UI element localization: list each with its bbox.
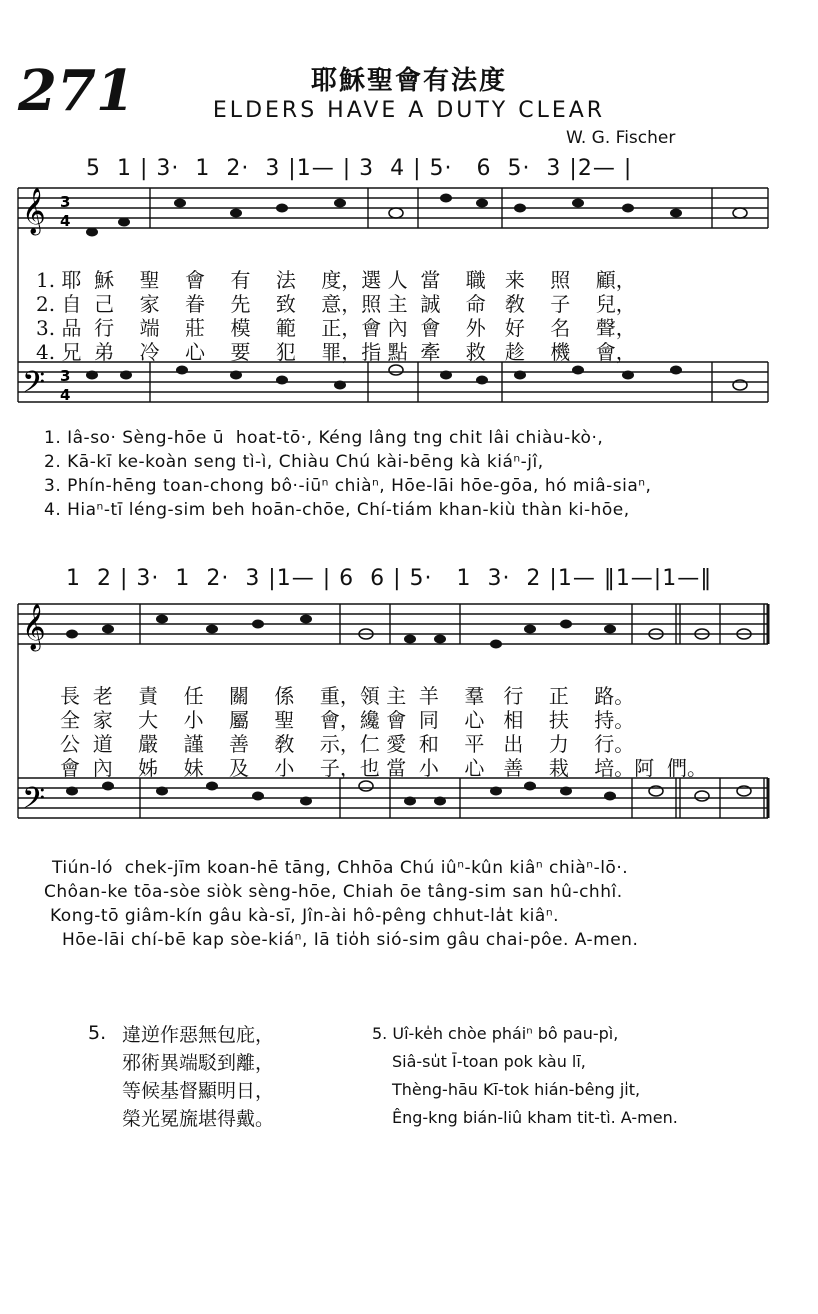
verse5-number: 5. <box>88 1022 107 1044</box>
hymn-number: 271 <box>18 58 135 124</box>
verse-line: 2. 自 己 家 眷 先 致 意，照 主 誠 命 敎 子 兒， <box>36 292 636 316</box>
verse-line: 2. Kā-kī ke-koàn seng tì-ì, Chiàu Chú kài-bēng kà kiáⁿ-jî, <box>44 452 544 472</box>
title-chinese: 耶穌聖會有法度 <box>310 66 507 96</box>
verse5-roman-line: Êng-kng bián-liû kham tit-tì. A-men. <box>392 1108 678 1127</box>
svg-text:𝄢: 𝄢 <box>22 366 46 407</box>
verse-line: 公 道 嚴 謹 善 敎 示，仁 愛 和 平 出 力 行。 <box>60 732 635 756</box>
verse-line: Tiún-ló chek-jīm koan-hē tāng, Chhōa Chú iûⁿ-kûn kiâⁿ chiàⁿ-lō·. <box>52 858 629 878</box>
jianpu-line-1: 5 1 | 3· 1 2· 3 |1— | 3 4 | 5· 6 5· 3 |2— | <box>86 156 633 181</box>
verse5-zh-line: 違逆作惡無包庇， <box>122 1024 275 1046</box>
verse-line: 會 內 姊 妹 及 小 子，也 當 小 心 善 栽 培。阿 們。 <box>60 756 708 780</box>
svg-text:𝄢: 𝄢 <box>22 782 46 823</box>
verse-line: Kong-tō giâm-kín gâu kà-sī, Jîn-ài hô-pêng chhut-la̍t kiâⁿ. <box>50 906 559 926</box>
svg-text:4: 4 <box>60 386 71 404</box>
svg-text:𝄞: 𝄞 <box>22 188 46 234</box>
composer: W. G. Fischer <box>566 128 676 148</box>
verse-line: 1. 耶 穌 聖 會 有 法 度，選 人 當 職 来 照 顧， <box>36 268 636 292</box>
verse-line: 4. Hiaⁿ-tī léng-sim beh hoān-chōe, Chí-tiám khan-kiù thàn ki-hōe, <box>44 500 630 520</box>
svg-text:3: 3 <box>60 193 71 211</box>
verse-line: 全 家 大 小 屬 聖 會，纔 會 同 心 相 扶 持。 <box>60 708 635 732</box>
verse5-zh-line: 邪術異端駁到離， <box>122 1052 275 1074</box>
verse5-roman-line: Siâ-su̍t Ī-toan pok kàu lī, <box>392 1052 586 1071</box>
verse-line: Chôan-ke tōa-sòe siòk sèng-hōe, Chiah ōe tâng-sim san hû-chhî. <box>44 882 623 902</box>
verse5-zh-line: 等候基督顯明日， <box>122 1080 275 1102</box>
verse5-roman-line: 5. Uî-ke̍h chòe pháiⁿ bô pau-pì, <box>372 1024 619 1043</box>
verse-line: Hōe-lāi chí-bē kap sòe-kiáⁿ, Iā tio̍h sió-sim gâu chai-pôe. A-men. <box>62 930 639 950</box>
svg-text:𝄞: 𝄞 <box>22 604 46 650</box>
verse-line: 1. Iâ-so· Sèng-hōe ū hoat-tō·, Kéng lâng tng chit lâi chiàu-kò·, <box>44 428 604 448</box>
verse-line: 3. 品 行 端 莊 模 範 正，會 內 會 外 好 名 聲， <box>36 316 636 340</box>
jianpu-line-2: 1 2 | 3· 1 2· 3 |1— | 6 6 | 5· 1 3· 2 |1— ‖1—|1—‖ <box>66 566 713 591</box>
verse5-zh-line: 榮光冕旒堪得戴。 <box>122 1108 275 1130</box>
title-english: ELDERS HAVE A DUTY CLEAR <box>212 98 606 123</box>
verse-line: 4. 兄 弟 冷 心 要 犯 罪，指 點 牽 救 趁 機 會， <box>36 340 636 364</box>
svg-text:3: 3 <box>60 367 71 385</box>
verse5-roman-line: Thèng-hāu Kī-tok hián-bêng ji̍t, <box>392 1080 641 1099</box>
verse-line: 長 老 責 任 關 係 重，領 主 羊 羣 行 正 路。 <box>60 684 635 708</box>
verse-line: 3. Phín-hēng toan-chong bô·-iūⁿ chiàⁿ, Hōe-lāi hōe-gōa, hó miâ-siaⁿ, <box>44 476 652 496</box>
svg-text:4: 4 <box>60 212 71 230</box>
